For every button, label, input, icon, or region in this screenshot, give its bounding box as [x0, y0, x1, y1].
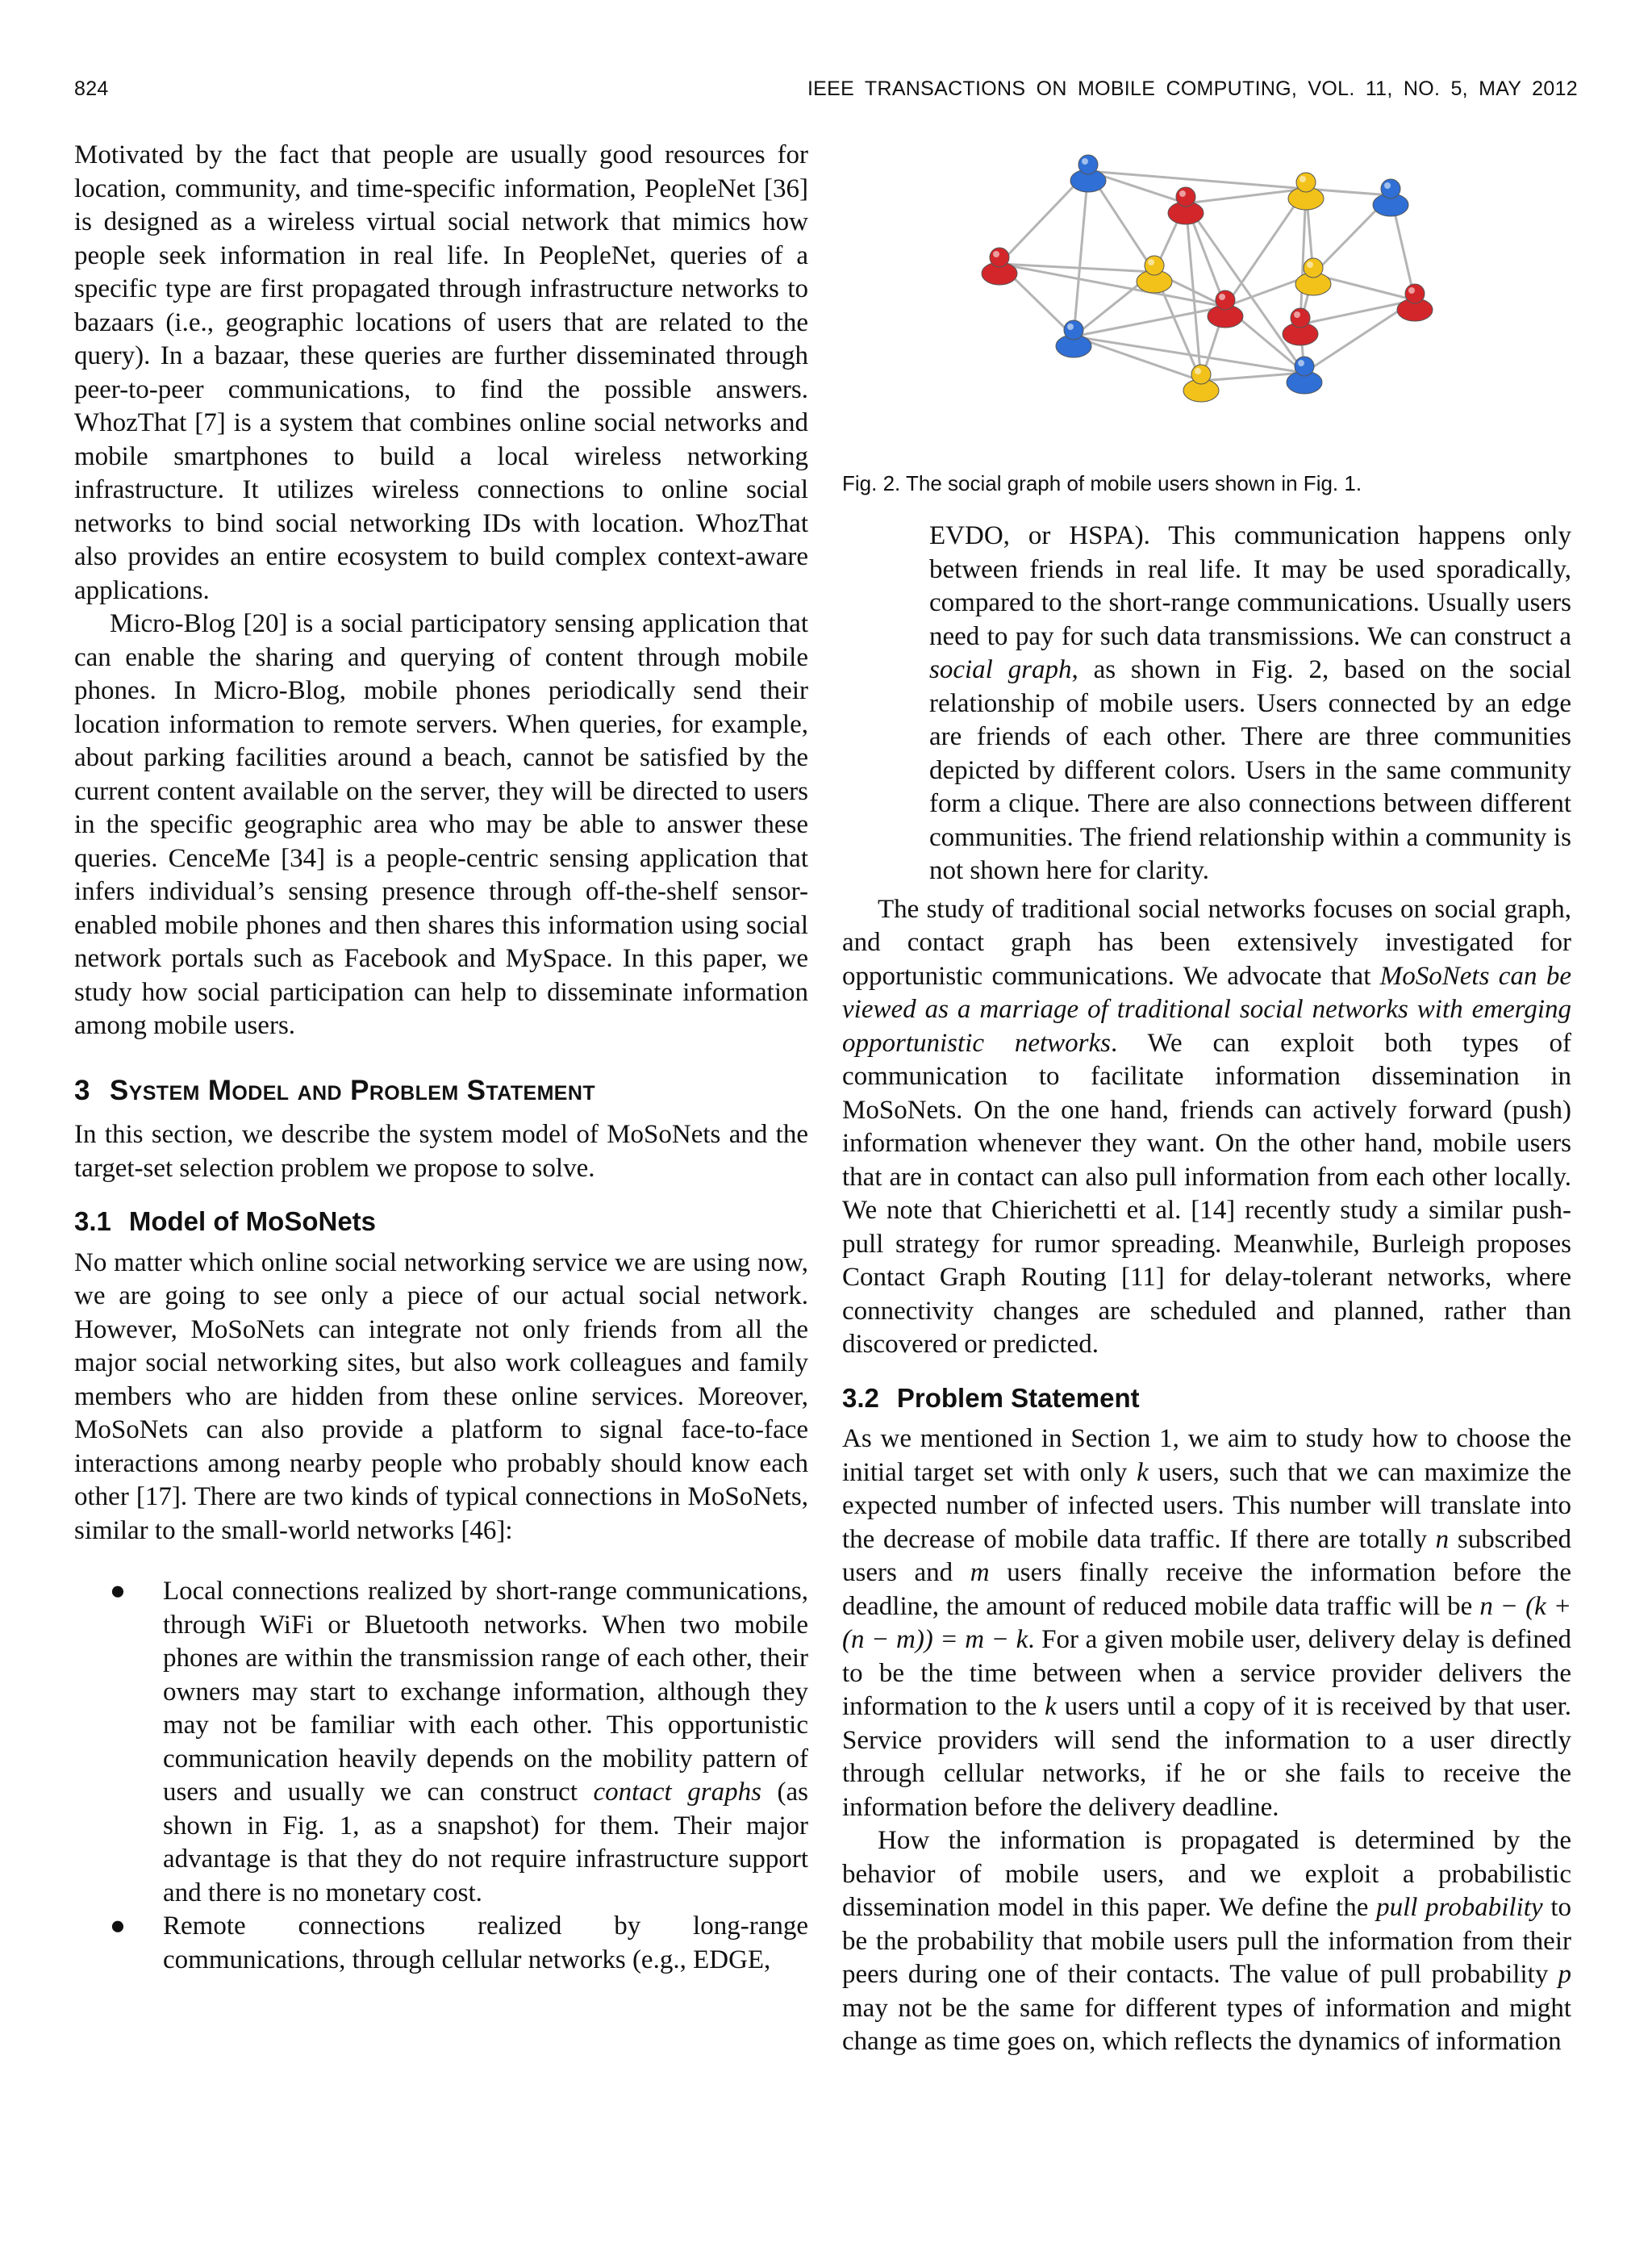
paragraph-microblog: Micro-Blog [20] is a social participatory sensing application that can enable the sharing and querying of content through mobile phones. In Micro-Blog, mobile phones periodically send their location information to remote servers. When queries, for example, about parking facilities around a beach, cannot be satisfied by the current content available on the server, they will be directed to users in the specific geographic area who may be able to answer these queries. CenceMe [34] is a people-centric sensing application that infers individual’s sensing presence through off-the-shelf sensor-enabled mobile phones and then shares this information using social network portals such as Facebook and MySpace. In this paper, we study how social participation can help to disseminate information among mobile users. [74, 609, 808, 1040]
user-icon-yellow-community [1183, 365, 1219, 402]
user-icon-red-community [1397, 284, 1433, 321]
right-column [842, 139, 1571, 2059]
p6-text-c: subscribed users and [842, 1524, 1571, 1587]
subsection-3-2-title: Problem Statement [896, 1382, 1140, 1413]
friend-edge [1074, 171, 1088, 336]
left-column [74, 139, 808, 1977]
user-icon-red-community [1283, 308, 1318, 345]
bullet-1-text-a: Local connections realized by short-range communications, through WiFi or Bluetooth networks. When two mobile phones are within the transmission range of each other, their owners may start to exchange information, although they may not be familiar with each other. This opportunistic communication heavily depends on the mobility pattern of users and usually we can construct [163, 1577, 808, 1807]
user-icon-red-community [1168, 187, 1204, 224]
p7-text-b: to be the probability that mobile users pull the information from their peers during one of their contacts. The value of pull probability [842, 1893, 1571, 1989]
figure-2-social-graph [842, 139, 1571, 462]
journal-header: IEEE TRANSACTIONS ON MOBILE COMPUTING, VOL. 11, NO. 5, MAY 2012 [807, 77, 1578, 100]
subsection-3-2-number: 3.2 [842, 1382, 879, 1413]
p6-text-b: users, such that we can maximize the expected number of infected users. This number will translate into the decrease of mobile data traffic. If there are totally [842, 1457, 1571, 1554]
user-icon-yellow-community [1288, 173, 1324, 210]
bullet-1-text-b: (as shown in Fig. 1, as a snapshot) for them. Their major advantage is that they do not require infrastructure support and there is no monetary cost. [163, 1778, 808, 1907]
bullet-icon: ● [110, 1911, 126, 1941]
p6-text-d: users finally receive the information before the deadline, the amount of reduced mobile data traffic will be [842, 1558, 1571, 1621]
friend-edge [1074, 336, 1304, 373]
user-icon-red-community [982, 248, 1017, 285]
friend-edge [1074, 307, 1225, 336]
subsection-3-1-heading [74, 1205, 808, 1239]
pull-probability-term: pull probability [1376, 1893, 1543, 1922]
paragraph-remote-continued [842, 520, 1571, 888]
p7-text-a: How the information is propagated is determined by the behavior of mobile users, and we exploit a probabilistic dissemination model in this paper. We define the [842, 1826, 1571, 1922]
math-formula: n − (k + (n − m)) = m − k [842, 1591, 1571, 1654]
user-icon-blue-community [1373, 179, 1408, 216]
contact-graphs-term: contact graphs [593, 1778, 761, 1807]
list-item-remote-connections [74, 1910, 808, 1977]
p6-text-f: users until a copy of it is received by that user. Service providers will send the information to a user directly through cellular networks, if he or she fails to receive the information before the delivery deadline. [842, 1692, 1571, 1822]
paragraph-problem-statement [842, 1423, 1571, 1824]
user-icon-yellow-community [1295, 258, 1331, 295]
math-n: n [1435, 1524, 1450, 1554]
social-graph-svg [842, 139, 1571, 462]
cont-text-a: EVDO, or HSPA). This communication happens only between friends in real life. It may be used sporadically, compared to the short-range communications. Usually users need to pay for such data transmissions. We can construct a [929, 521, 1571, 651]
section-3-title: System Model and Problem Statement [109, 1074, 596, 1106]
p7-text-c: may not be the same for different types of information and might change as time goes on, which reflects the dynamics of information [842, 1993, 1571, 2056]
paragraph-model: No matter which online social networking service we are using now, we are going to see only a piece of our actual social network. However, MoSoNets can integrate not only friends from all the major social networking sites, but also work colleagues and family members who are hidden from these online services. Moreover, MoSoNets can also provide a platform to signal face-to-face interactions among nearby people who probably should know each other [17]. There are two kinds of typical connections in MoSoNets, similar to the small-world networks [46]: [74, 1247, 808, 1545]
bullet-icon: ● [110, 1577, 126, 1606]
paragraph-pull-probability [842, 1824, 1571, 2059]
paragraph-peoplenet: Motivated by the fact that people are usually good resources for location, community, and time-specific information, PeopleNet [36] is designed as a wireless virtual social network that mimics how people seek information in real life. In PeopleNet, queries of a specific type are first propagated through infrastructure networks to bazaars (i.e., geographic locations of users that are related to the query). In a bazaar, these queries are further disseminated through peer-to-peer communications, to find the possible answers. WhozThat [7] is a system that combines online social networks and mobile smartphones to build a local wireless networking infrastructure. It utilizes wireless connections to online social networks to bind social networking IDs with location. WhozThat also provides an entire ecosystem to build complex context-aware applications. [74, 140, 808, 605]
subsection-3-2-heading [842, 1381, 1571, 1415]
list-item-local-connections [74, 1575, 808, 1910]
page-number: 824 [74, 77, 109, 100]
bullet-2-text: Remote connections realized by long-range communications, through cellular networks (e.g., EDGE, [163, 1911, 808, 1974]
figure-2-caption: Fig. 2. The social graph of mobile users shown in Fig. 1. [842, 471, 1362, 495]
user-icon-yellow-community [1137, 256, 1172, 293]
connections-list [74, 1575, 808, 1977]
cont-text-b: , as shown in Fig. 2, based on the social relationship of mobile users. Users connected by an edge are friends of each other. There are three communities depicted by different colors. Users in the same community form a clique. There are also connections between different communities. The friend relationship within a community is not shown here for clarity. [929, 655, 1571, 885]
p5-text-a: The study of traditional social networks focuses on social graph, and contact graph has been extensively investigated for opportunistic communications. We advocate that [842, 894, 1571, 991]
subsection-3-1-number: 3.1 [74, 1206, 111, 1236]
p6-text-e: . For a given mobile user, delivery delay is defined to be the time between when a service provider delivers the information to the [842, 1625, 1571, 1721]
social-graph-term: social graph [929, 655, 1072, 684]
friend-edge [1186, 189, 1306, 203]
math-k: k [1045, 1692, 1057, 1721]
math-m: m [970, 1558, 990, 1587]
user-icon-blue-community [1070, 155, 1106, 192]
math-p: p [1558, 1960, 1571, 1989]
subsection-3-1-title: Model of MoSoNets [128, 1206, 377, 1236]
p5-text-b: . We can exploit both types of communication to facilitate information dissemination in MoSoNets. On the one hand, friends can actively forward (push) information whenever they want. On the other hand, mobile users that are in contact can also pull information from each other locally. We note that Chierichetti et al. [14] recently study a similar push-pull strategy for rumor spreading. Meanwhile, Burleigh proposes Contact Graph Routing [11] for delay-tolerant networks, where connectivity changes are scheduled and planned, rather than discovered or predicted. [842, 1028, 1571, 1359]
paragraph-section-intro: In this section, we describe the system model of MoSoNets and the target-set selection problem we propose to solve. [74, 1120, 808, 1183]
friend-edge [1088, 171, 1306, 189]
friend-edge [1074, 336, 1201, 381]
section-3-heading [74, 1074, 808, 1108]
section-3-number: 3 [74, 1074, 90, 1106]
user-icon-red-community [1208, 290, 1243, 328]
paragraph-marriage [842, 893, 1571, 1362]
marriage-statement: MoSoNets can be viewed as a marriage of traditional social networks with emerging opportunistic networks [842, 961, 1571, 1058]
p6-text-a: As we mentioned in Section 1, we aim to study how to choose the initial target set with only [842, 1424, 1571, 1487]
running-header [74, 77, 1578, 107]
friend-edge [1186, 203, 1304, 373]
math-k: k [1137, 1457, 1149, 1487]
